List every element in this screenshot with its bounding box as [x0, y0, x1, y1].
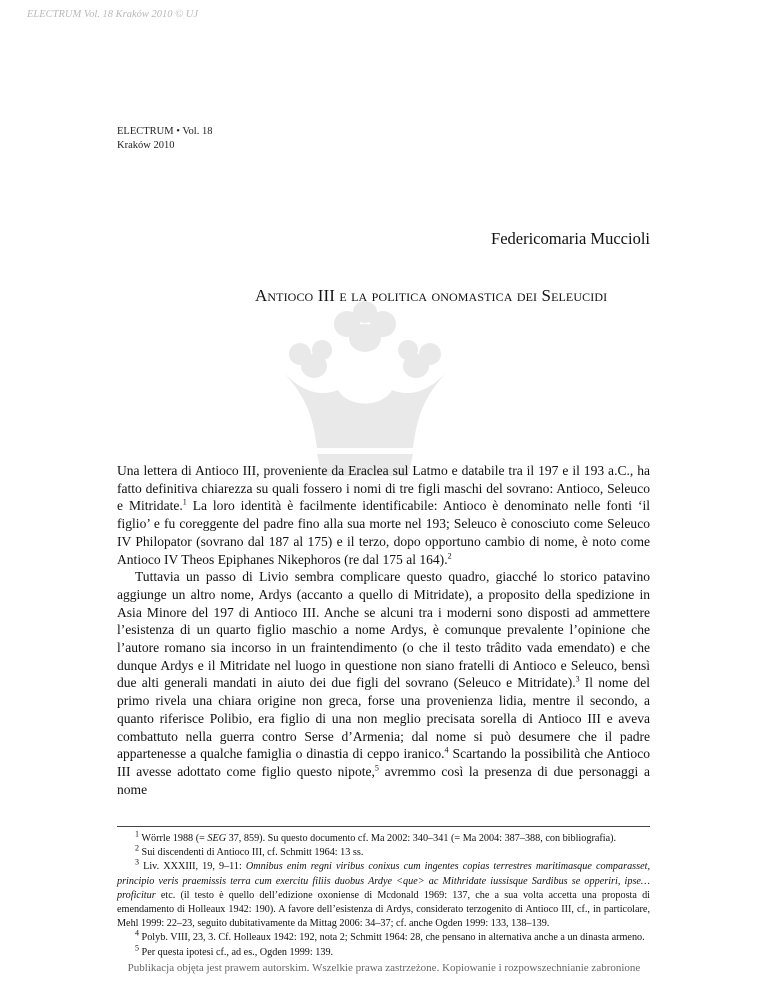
paragraph-2-text-a: Tuttavia un passo di Livio sembra complicare questo quadro, giacché lo storico patavino aggiunge un altro nome, Ardys (accanto a quello di Mitridate), a proposito della spedizione in Asia Minore del 197 di Antioco III. Anche se alcuni tra i moderni sono disposti ad ammettere l’esistenza di un quarto figlio maschio a nome Ardys, è comunque prevalente l’opinione che l’autore romano sia incorso in un fraintendimento (o che il testo trâdito vada emendato) e che dunque Ardys e il Mitridate nel luogo in questione non siano fratelli di Antioco e Seleuco, bensì due alti generali mandati in aiuto dei due figli del sovrano (Seleuco e Mitridate).: [117, 569, 650, 691]
copyright-footer: Publikacja objęta jest prawem autorskim. Wszelkie prawa zastrzeżone. Kopiowanie i rozpowszechnianie zabronione: [127, 962, 641, 974]
footnote-ref-1[interactable]: 1: [182, 497, 187, 507]
footnote-3: [117, 860, 650, 931]
paragraph-1-text-b: La loro identità è facilmente identificabile: Antioco è denominato nelle fonti ‘il figlio’ e fu coreggente del padre fino alla sua morte nel 193; Seleuco è conosciuto come Seleuco IV Philopator (sovrano dal 187 al 175) e il terzo, dopo opportuno cambio di nome, è noto come Antioco IV Theos Epiphanes Nikephoros (re dal 175 al 164).: [117, 498, 650, 567]
footnote-2: [117, 843, 650, 860]
title-numeral: III: [317, 286, 335, 305]
footnote-5: [117, 943, 650, 960]
article-title: [255, 286, 650, 306]
footnote-3-number: 3: [135, 858, 139, 868]
journal-place-year: Kraków 2010: [117, 140, 175, 151]
journal-volume: ELECTRUM • Vol. 18: [117, 126, 213, 137]
footnote-5-number: 5: [135, 943, 139, 953]
paragraph-2: [117, 568, 650, 798]
footnote-3-italic: Omnibus enim regni viribus conixus cum ingentes copias terrestres maritimasque comparasset, principio veris praemissis terra cum exercitu filiis duobus Ardye <que> ac Mithridate iussisque Sardibus se opperiri, ipse… proficitur: [117, 861, 651, 901]
paragraph-2-text-b: Il nome del primo rivela una chiara origine non greca, forse una provenienza lidia, mentre il secondo, a quanto riferisce Polibio, era figlio di una non meglio precisata sorella di Antioco III e aveva combattuto nella guerra contro Serse d’Armenia; dal nome si può desumere che il padre appartenesse a qualche famiglia o dinastia di ceppo iranico.: [117, 675, 650, 762]
title-word-antioco: ntioco: [267, 286, 314, 305]
article-body: [117, 462, 650, 798]
footnote-2-text: Sui discendenti di Antioco III, cf. Schmitt 1964: 13 ss.: [141, 847, 364, 859]
footnote-4-text: Polyb. VIII, 23, 3. Cf. Holleaux 1942: 192, nota 2; Schmitt 1964: 28, che pensano in alternativa anche a un dinasta armeno.: [141, 932, 645, 944]
paragraph-2-text-c: Scartando la possibilità che Antioco III avesse adottato come figlio questo nipote,: [117, 746, 650, 779]
paragraph-1: [117, 462, 650, 568]
author-name: Federicomaria Muccioli: [491, 229, 650, 248]
footnote-2-number: 2: [135, 843, 139, 853]
footnote-1-text-c: 37, 859). Su questo documento cf. Ma 2002: 340–341 (= Ma 2004: 387–388, con bibliografia).: [226, 833, 617, 844]
footnote-3-text-c: etc. (il testo è quello dell’edizione oxoniense di Mcdonald 1969: 137, che a sua volta accetta una proposta di emendamento di Holleaux 1942: 190). A favore dell’esistenza di Ardys, considerato terzogenito di Antioco III, cf., in particolare, Mehl 1999: 22–23, seguito dubitativamente da Mittag 2006: 34–37; cf. anche Ogden 1999: 133, 138–139.: [117, 889, 650, 930]
title-middle: e la politica onomastica dei: [339, 286, 538, 305]
footnote-ref-3[interactable]: 3: [575, 674, 580, 684]
footnote-1-text-a: Wörrle 1988 (=: [141, 833, 208, 844]
footnote-4: [117, 931, 650, 945]
title-cap-a: A: [255, 286, 268, 305]
paragraph-1-text-a: Una lettera di Antioco III, proveniente da Eraclea sul Latmo e databile tra il 197 e il 193 a.C., ha fatto definitiva chiarezza su quali fossero i nomi di tre figli maschi del sovrano: Antioco, Seleuco e Mitridate.: [117, 463, 650, 514]
journal-header: [117, 125, 212, 153]
title-word-seleucidi: eleucidi: [551, 286, 608, 305]
paragraph-2-text-d: avremmo così la presenza di due personaggi a nome: [117, 763, 650, 797]
footnote-ref-4[interactable]: 4: [444, 745, 449, 755]
copyright-watermark: ELECTRUM Vol. 18 Kraków 2010 © UJ: [27, 9, 199, 20]
footnote-ref-5[interactable]: 5: [374, 763, 379, 773]
footnote-divider: [117, 826, 650, 827]
footnote-4-number: 4: [135, 929, 139, 939]
footnotes: [117, 829, 651, 960]
footnote-1-italic: SEG: [207, 833, 227, 844]
footnote-ref-2[interactable]: 2: [447, 551, 452, 560]
footnote-3-text-a: Liv. XXXIII, 19, 9–11:: [143, 861, 246, 873]
title-cap-s: S: [541, 286, 552, 305]
footnote-5-text: Per questa ipotesi cf., ad es., Ogden 1999: 139.: [141, 946, 334, 958]
footnote-1-number: 1: [135, 829, 139, 839]
footnote-1: [117, 829, 650, 846]
